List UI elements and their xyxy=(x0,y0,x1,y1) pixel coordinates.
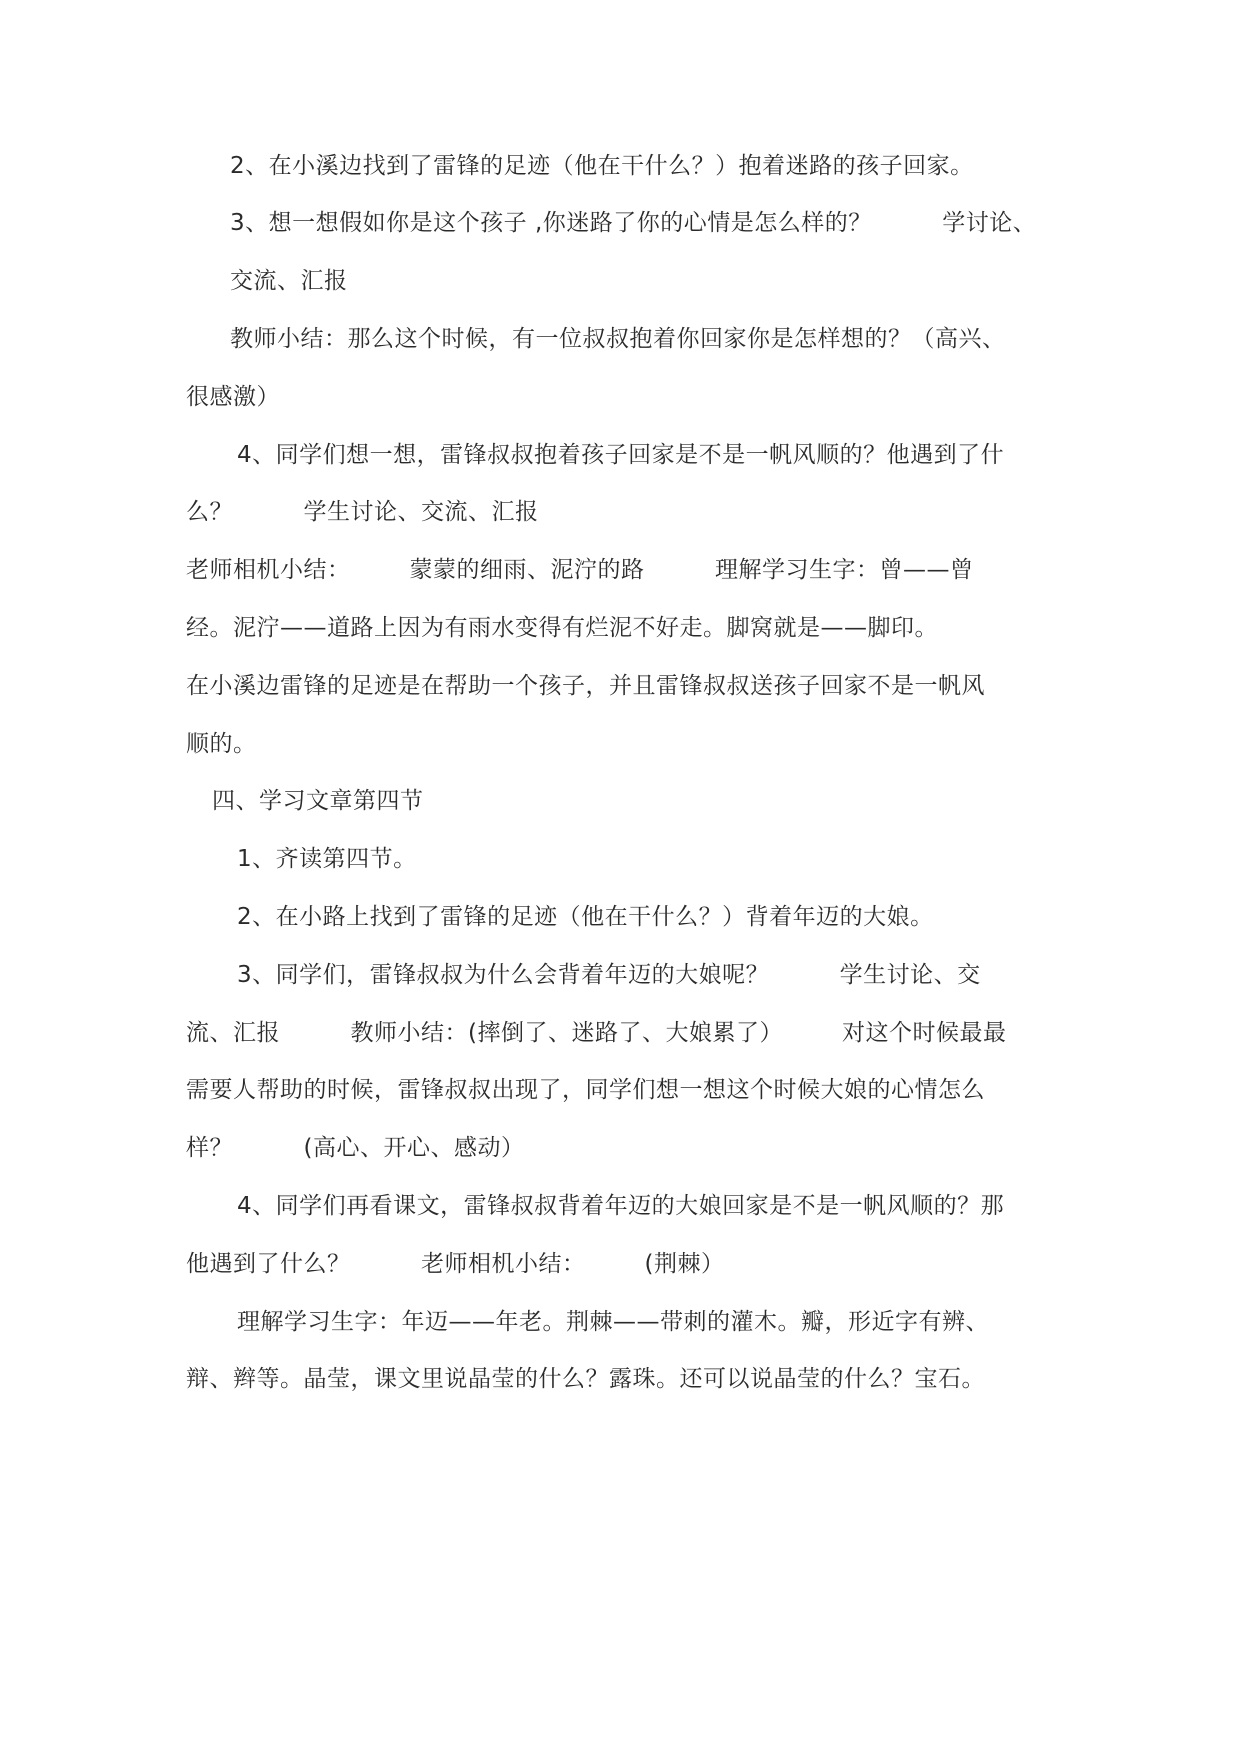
text-line: 他遇到了什么？ 老师相机小结： (荆棘） xyxy=(186,1251,725,1277)
text-line: 2、在小路上找到了雷锋的足迹（他在干什么？）背着年迈的大娘。 xyxy=(237,904,934,930)
text-line: 3、同学们，雷锋叔叔为什么会背着年迈的大娘呢？ 学生讨论、交 xyxy=(237,962,981,988)
text-line: 很感激） xyxy=(186,384,280,410)
text-line: 交流、汇报 xyxy=(230,268,348,294)
text-line: 需要人帮助的时候，雷锋叔叔出现了，同学们想一想这个时候大娘的心情怎么 xyxy=(186,1077,985,1103)
text-line: 辩、辫等。晶莹，课文里说晶莹的什么？露珠。还可以说晶莹的什么？宝石。 xyxy=(186,1366,985,1392)
text-line: 样？ (高心、开心、感动） xyxy=(186,1135,525,1161)
text-line: 4、同学们想一想，雷锋叔叔抱着孩子回家是不是一帆风顺的？他遇到了什 xyxy=(237,442,1005,468)
text-line: 在小溪边雷锋的足迹是在帮助一个孩子，并且雷锋叔叔送孩子回家不是一帆风 xyxy=(186,673,985,699)
text-line: 么？ 学生讨论、交流、汇报 xyxy=(186,499,539,525)
section-heading: 四、学习文章第四节 xyxy=(212,788,424,814)
text-line: 经。泥泞——道路上因为有雨水变得有烂泥不好走。脚窝就是——脚印。 xyxy=(186,615,938,641)
text-line: 老师相机小结： 蒙蒙的细雨、泥泞的路 理解学习生字：曾——曾 xyxy=(186,557,974,583)
text-line: 3、想一想假如你是这个孩子 ,你迷路了你的心情是怎么样的？ 学讨论、 xyxy=(230,210,1037,236)
text-line: 流、汇报 教师小结：(摔倒了、迷路了、大娘累了） 对这个时候最最 xyxy=(186,1020,1007,1046)
text-line: 2、在小溪边找到了雷锋的足迹（他在干什么？）抱着迷路的孩子回家。 xyxy=(230,153,974,179)
text-line: 4、同学们再看课文，雷锋叔叔背着年迈的大娘回家是不是一帆风顺的？那 xyxy=(237,1193,1005,1219)
text-line: 理解学习生字：年迈——年老。荆棘——带刺的灌木。瓣，形近字有辨、 xyxy=(237,1309,989,1335)
text-line: 顺的。 xyxy=(186,731,257,757)
text-line: 教师小结：那么这个时候，有一位叔叔抱着你回家你是怎样想的？（高兴、 xyxy=(230,326,1006,352)
text-line: 1、齐读第四节。 xyxy=(237,846,417,872)
